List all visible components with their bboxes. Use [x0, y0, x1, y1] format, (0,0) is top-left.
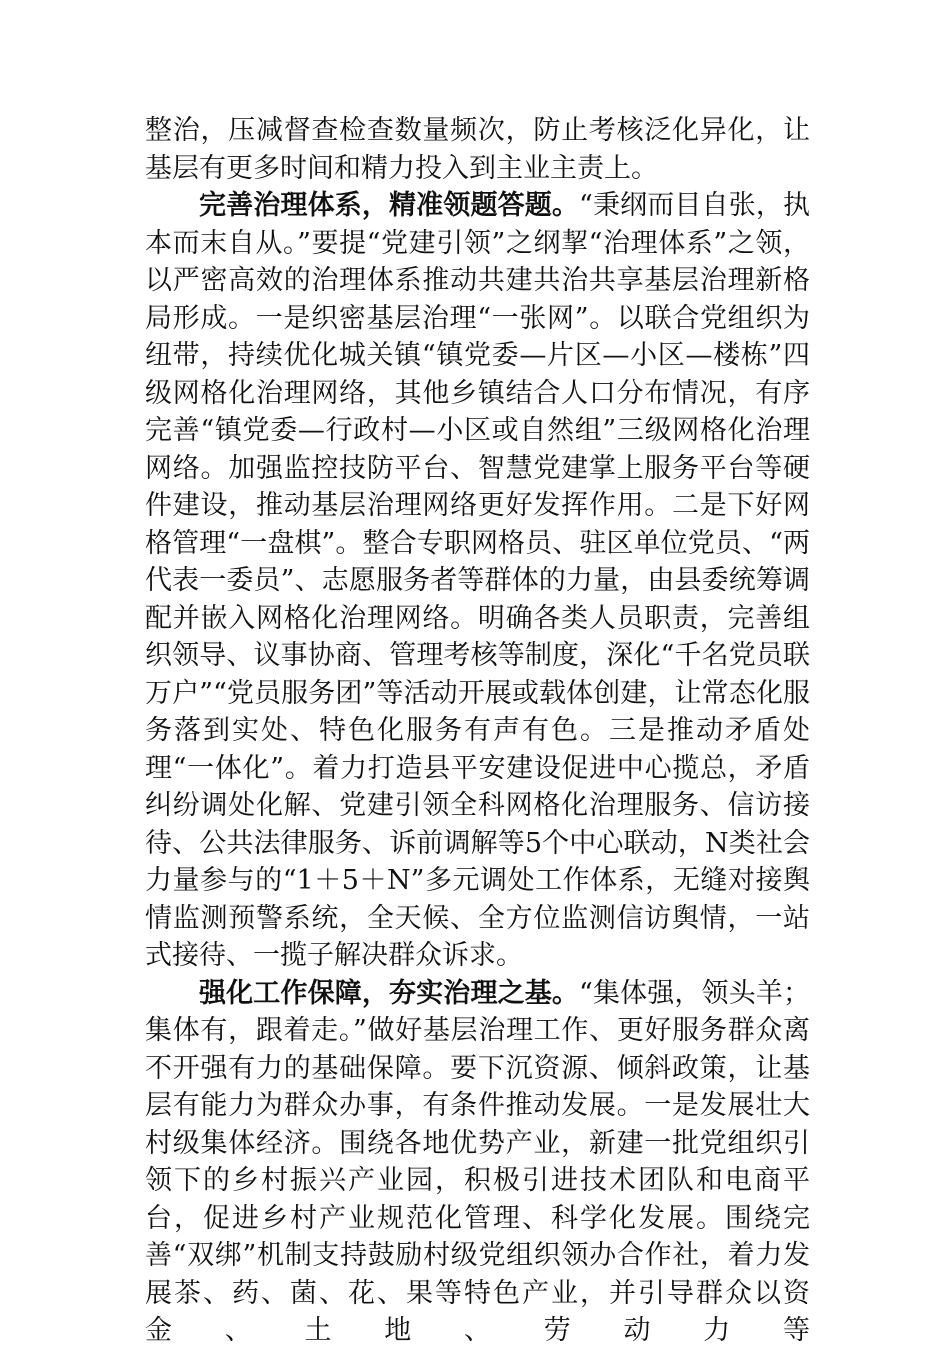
paragraph-3 [145, 975, 810, 1350]
paragraph-3-heading: 强化工作保障，夯实治理之基。 [199, 977, 580, 1009]
paragraph-1-body: 整治，压减督查检查数量频次，防止考核泛化异化，让基层有更多时间和精力投入到主业主责上。 [145, 115, 810, 184]
paragraph-2-heading: 完善治理体系，精准领题答题。 [199, 190, 580, 221]
paragraph-1 [145, 112, 810, 187]
document-body [145, 112, 810, 1350]
paragraph-2-body: “秉纲而目自张，执本而末自从。”要提“党建引领”之纲挈“治理体系”之领，以严密高效的治理体系推动共建共治共享基层治理新格局形成。一是织密基层治理“一张网”。以联合党组织为纽带，持续优化城关镇“镇党委—片区—小区—楼栋”四级网格化治理网络，其他乡镇结合人口分布情况，有序完善“镇党委—行政村—小区或自然组”三级网格化治理网络。加强监控技防平台、智慧党建掌上服务平台等硬件建设，推动基层治理网络更好发挥作用。二是下好网格管理“一盘棋”。整合专职网格员、驻区单位党员、“两代表一委员”、志愿服务者等群体的力量，由县委统筹调配并嵌入网格化治理网络。明确各类人员职责，完善组织领导、议事协商、管理考核等制度，深化“千名党员联万户”“党员服务团”等活动开展或载体创建，让常态化服务落到实处、特色化服务有声有色。三是推动矛盾处理“一体化”。着力打造县平安建设促进中心揽总，矛盾纠纷调处化解、党建引领全科网格化治理服务、信访接待、公共法律服务、诉前调解等5个中心联动，N类社会力量参与的“1＋5＋N”多元调处工作体系，无缝对接舆情监测预警系统，全天候、全方位监测信访舆情，一站式接待、一揽子解决群众诉求。 [145, 190, 810, 971]
paragraph-2 [145, 187, 810, 975]
paragraph-3-body: “集体强，领头羊；集体有，跟着走。”做好基层治理工作、更好服务群众离不开强有力的基础保障。要下沉资源、倾斜政策，让基层有能力为群众办事，有条件推动发展。一是发展壮大村级集体经济。围绕各地优势产业，新建一批党组织引领下的乡村振兴产业园，积极引进技术团队和电商平台，促进乡村产业规范化管理、科学化发展。围绕完善“双绑”机制支持鼓励村级党组织领办合作社，着力发展茶、药、菌、花、果等特色产业，并引导群众以资金、土地、劳动力等 [145, 977, 810, 1346]
